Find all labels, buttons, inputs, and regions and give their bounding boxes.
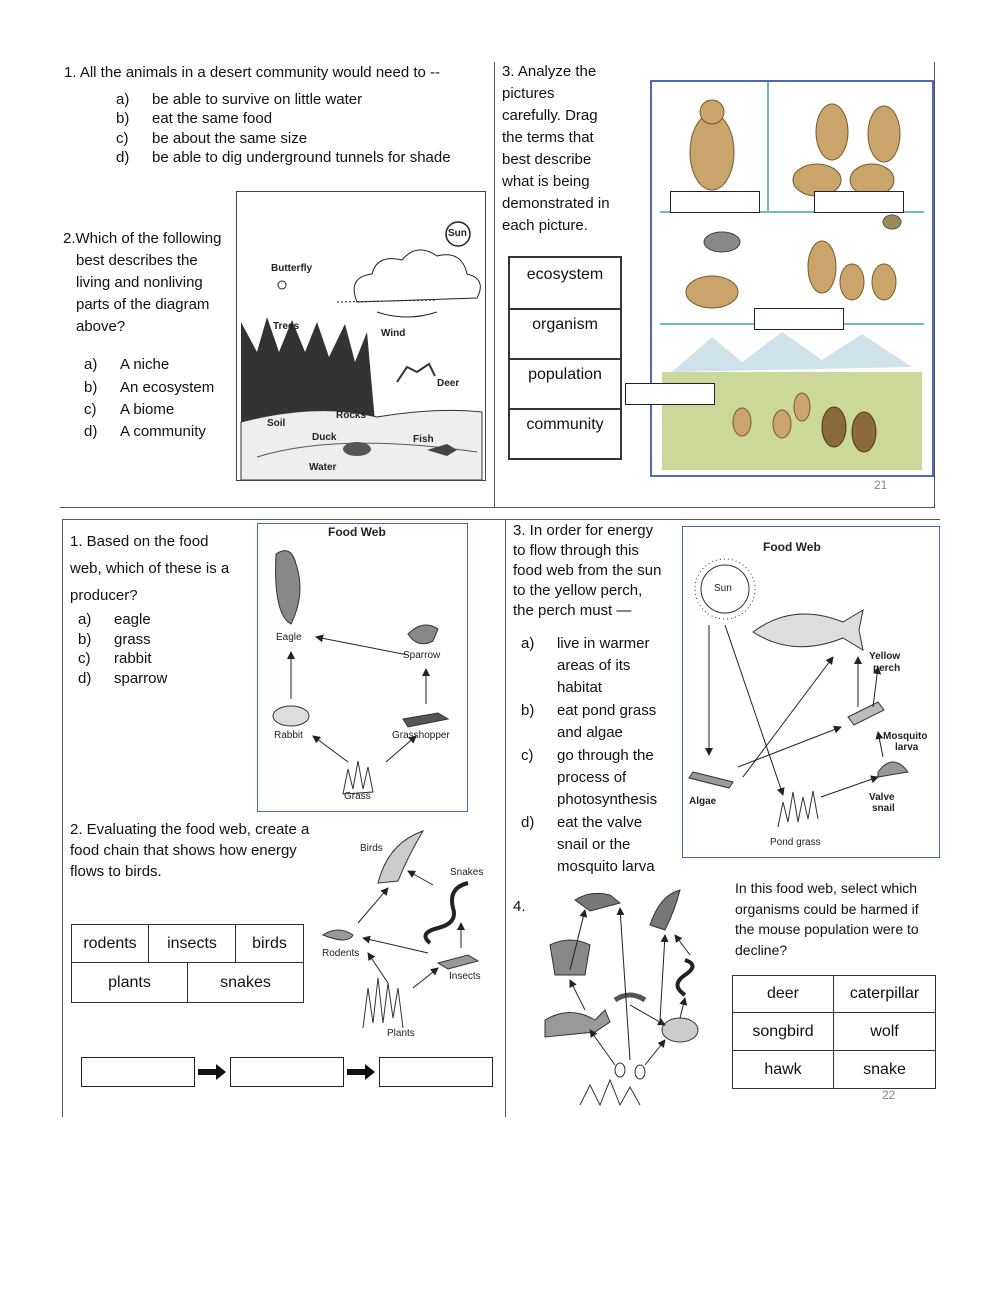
option-caterpillar[interactable]: caterpillar [834, 976, 935, 1013]
bottom-q3-option-d[interactable] [521, 812, 655, 878]
option-letter: a) [78, 611, 92, 628]
stem-line: web, which of these is a [70, 560, 230, 577]
option-songbird[interactable]: songbird [733, 1013, 834, 1051]
option-line: mosquito larva [557, 858, 655, 875]
drop-target-community-picture[interactable] [754, 308, 844, 330]
option-letter: d) [116, 149, 130, 166]
bottom-q3-stem [513, 521, 661, 621]
option-line: eat pond grass [557, 702, 657, 719]
prairie-dog-pictures [650, 80, 934, 477]
drop-target-organism-picture[interactable] [670, 191, 760, 213]
term-organism[interactable]: organism [510, 308, 620, 360]
ecosystem-diagram [236, 191, 486, 481]
option-letter: a) [521, 635, 535, 652]
top-right-border [934, 62, 935, 508]
option-letter: a) [116, 91, 130, 108]
web3-snail-2: snail [872, 803, 895, 814]
web1-eagle: Eagle [276, 632, 302, 643]
web3-title: Food Web [763, 540, 821, 554]
term-birds[interactable]: birds [236, 925, 303, 963]
bottom-q2-stem [70, 819, 309, 882]
arrow-icon [347, 1064, 375, 1080]
top-divider-vertical [494, 62, 495, 508]
option-text: rabbit [114, 650, 152, 667]
food-web-1-drawing [258, 524, 467, 811]
food-web-1 [257, 523, 468, 812]
stem-line: best describes the [76, 252, 198, 269]
option-letter: d) [84, 423, 98, 440]
drop-target-population-picture[interactable] [814, 191, 904, 213]
web3-larva-2: larva [895, 742, 919, 753]
option-snake[interactable]: snake [863, 1060, 906, 1078]
food-web-4-drawing [540, 880, 730, 1108]
top-q2-stem [63, 228, 221, 338]
label-soil: Soil [267, 418, 286, 429]
option-line: live in warmer [557, 635, 650, 652]
label-trees: Trees [273, 321, 300, 332]
web2-rodents: Rodents [322, 948, 360, 959]
drop-target-ecosystem-picture[interactable] [625, 383, 715, 405]
stem-line: demonstrated in [502, 195, 610, 212]
stem-line: 3. Analyze the [502, 63, 597, 80]
term-bank [508, 256, 622, 460]
bottom-q1-stem [70, 528, 229, 609]
stem-line: the terms that [502, 129, 594, 146]
term-population[interactable]: population [510, 358, 620, 410]
web1-grasshopper: Grasshopper [392, 730, 450, 741]
arrow-icon [198, 1064, 226, 1080]
label-wind: Wind [381, 328, 406, 339]
q4-options-table [732, 975, 936, 1089]
option-deer[interactable]: deer [733, 976, 834, 1013]
option-line: areas of its [557, 657, 631, 674]
web3-pond-grass: Pond grass [770, 837, 821, 848]
option-wolf[interactable]: wolf [834, 1013, 935, 1051]
food-web-4 [540, 880, 730, 1108]
option-line: and algae [557, 724, 623, 741]
stem-line: carefully. Drag [502, 107, 598, 124]
web3-perch-1: Yellow [869, 651, 901, 662]
top-q2-option-c[interactable] [84, 399, 174, 421]
option-line: eat the valve [557, 814, 643, 831]
bottom-q1-option-c[interactable] [78, 648, 152, 670]
option-letter: d) [78, 670, 92, 687]
top-q2-option-b[interactable] [84, 377, 214, 399]
stem-line: producer? [70, 587, 138, 604]
label-water: Water [309, 462, 337, 473]
web1-title: Food Web [328, 525, 386, 539]
stem-line: above? [76, 318, 126, 335]
top-q1-option-b[interactable] [116, 108, 272, 130]
web3-perch-2: perch [873, 663, 901, 674]
food-chain-slot-1[interactable] [81, 1057, 195, 1087]
stem-line: to flow through this [513, 542, 639, 559]
top-q1-stem: 1. All the animals in a desert community would need to -- [64, 64, 441, 81]
option-letter: c) [521, 747, 534, 764]
food-web-2-drawing [318, 823, 498, 1041]
option-letter: d) [521, 814, 535, 831]
food-chain-slot-2[interactable] [230, 1057, 344, 1087]
bottom-q1-option-d[interactable] [78, 668, 167, 690]
option-hawk[interactable]: hawk [733, 1051, 834, 1088]
stem-line: the mouse population were to [735, 921, 919, 937]
bottom-q4-number: 4. [513, 898, 526, 915]
option-letter: b) [521, 702, 535, 719]
term-community[interactable]: community [526, 416, 604, 433]
stem-line: decline? [735, 941, 788, 958]
stem-line: flows to birds. [70, 863, 162, 880]
term-ecosystem[interactable]: ecosystem [510, 258, 620, 310]
web3-sun: Sun [714, 583, 732, 594]
stem-line: parts of the diagram [76, 296, 210, 313]
top-q2-option-a[interactable] [84, 354, 169, 376]
food-chain-terms [71, 924, 304, 1003]
web3-snail-1: Valve [869, 792, 895, 803]
stem-line: 2. Evaluating the food web, create a [70, 821, 310, 838]
web1-grass: Grass [344, 791, 371, 802]
label-sun: Sun [448, 228, 467, 239]
web3-algae: Algae [689, 796, 717, 807]
label-duck: Duck [312, 432, 337, 443]
stem-line: food web from the sun [513, 562, 662, 579]
term-snakes[interactable]: snakes [220, 973, 271, 991]
food-chain-slot-3[interactable] [379, 1057, 493, 1087]
option-line: process of [557, 769, 627, 786]
stem-line: 3. In order for energy [513, 522, 654, 539]
label-fish: Fish [413, 434, 434, 445]
option-line: go through the [557, 747, 654, 764]
stem-line: 2.Which of the following [63, 230, 222, 247]
option-text: A biome [120, 401, 175, 418]
stem-line: the perch must — [513, 602, 632, 619]
web3-larva-1: Mosquito [883, 731, 928, 742]
label-rocks: Rocks [336, 410, 367, 421]
web2-birds: Birds [360, 843, 383, 854]
term-rodents[interactable]: rodents [72, 925, 149, 963]
option-letter: c) [116, 130, 129, 147]
option-text: eat the same food [152, 110, 273, 127]
option-text: grass [114, 631, 151, 648]
web1-sparrow: Sparrow [403, 650, 441, 661]
option-letter: b) [116, 110, 130, 127]
label-deer: Deer [437, 378, 460, 389]
option-text: eagle [114, 611, 151, 628]
stem-line: to the yellow perch, [513, 582, 643, 599]
option-letter: b) [84, 379, 98, 396]
option-text: be able to survive on little water [152, 91, 363, 108]
stem-line: organisms could be harmed if [735, 900, 919, 917]
web1-rabbit: Rabbit [274, 730, 303, 741]
option-letter: b) [78, 631, 92, 648]
option-letter: a) [84, 356, 98, 373]
bottom-q3-option-c[interactable] [521, 745, 657, 811]
bottom-q3-option-a[interactable] [521, 633, 650, 699]
food-web-3-drawing [683, 527, 939, 857]
option-text: A community [120, 423, 206, 440]
term-insects[interactable]: insects [149, 925, 236, 963]
bottom-q4-stem [735, 878, 919, 960]
page-number-22: 22 [882, 1088, 896, 1102]
label-butterfly: Butterfly [271, 263, 313, 274]
web2-snakes: Snakes [450, 867, 484, 878]
web2-plants: Plants [387, 1028, 415, 1039]
option-letter: c) [78, 650, 91, 667]
page-number-21: 21 [874, 478, 888, 492]
web2-insects: Insects [449, 971, 481, 982]
option-text: An ecosystem [120, 379, 215, 396]
stem-line: food chain that shows how energy [70, 842, 297, 859]
option-text: sparrow [114, 670, 168, 687]
top-q2-option-d[interactable] [84, 421, 206, 443]
bottom-q3-option-b[interactable] [521, 700, 656, 744]
option-line: photosynthesis [557, 791, 658, 808]
term-plants[interactable]: plants [72, 963, 188, 1002]
top-q1-option-d[interactable] [116, 147, 451, 169]
top-q3-stem [502, 61, 610, 237]
food-web-2 [318, 823, 498, 1041]
option-line: habitat [557, 679, 603, 696]
bottom-top-border [62, 519, 940, 520]
stem-line: each picture. [502, 217, 588, 234]
stem-line: what is being [502, 173, 590, 190]
option-text: be able to dig underground tunnels for shade [152, 149, 451, 166]
stem-line: best describe [502, 151, 592, 168]
option-text: be about the same size [152, 130, 308, 147]
bottom-divider-vertical [505, 519, 506, 1117]
bottom-q1-option-a[interactable] [78, 609, 151, 631]
stem-line: pictures [502, 85, 555, 102]
bottom-left-border [62, 519, 63, 1117]
option-line: snail or the [557, 836, 631, 853]
stem-line: In this food web, select which [735, 880, 918, 896]
option-text: A niche [120, 356, 170, 373]
top-bottom-border [60, 507, 935, 508]
option-letter: c) [84, 401, 97, 418]
food-web-3 [682, 526, 940, 858]
stem-line: 1. Based on the food [70, 533, 209, 550]
stem-line: living and nonliving [76, 274, 203, 291]
prairie-dog-drawings [652, 82, 932, 475]
